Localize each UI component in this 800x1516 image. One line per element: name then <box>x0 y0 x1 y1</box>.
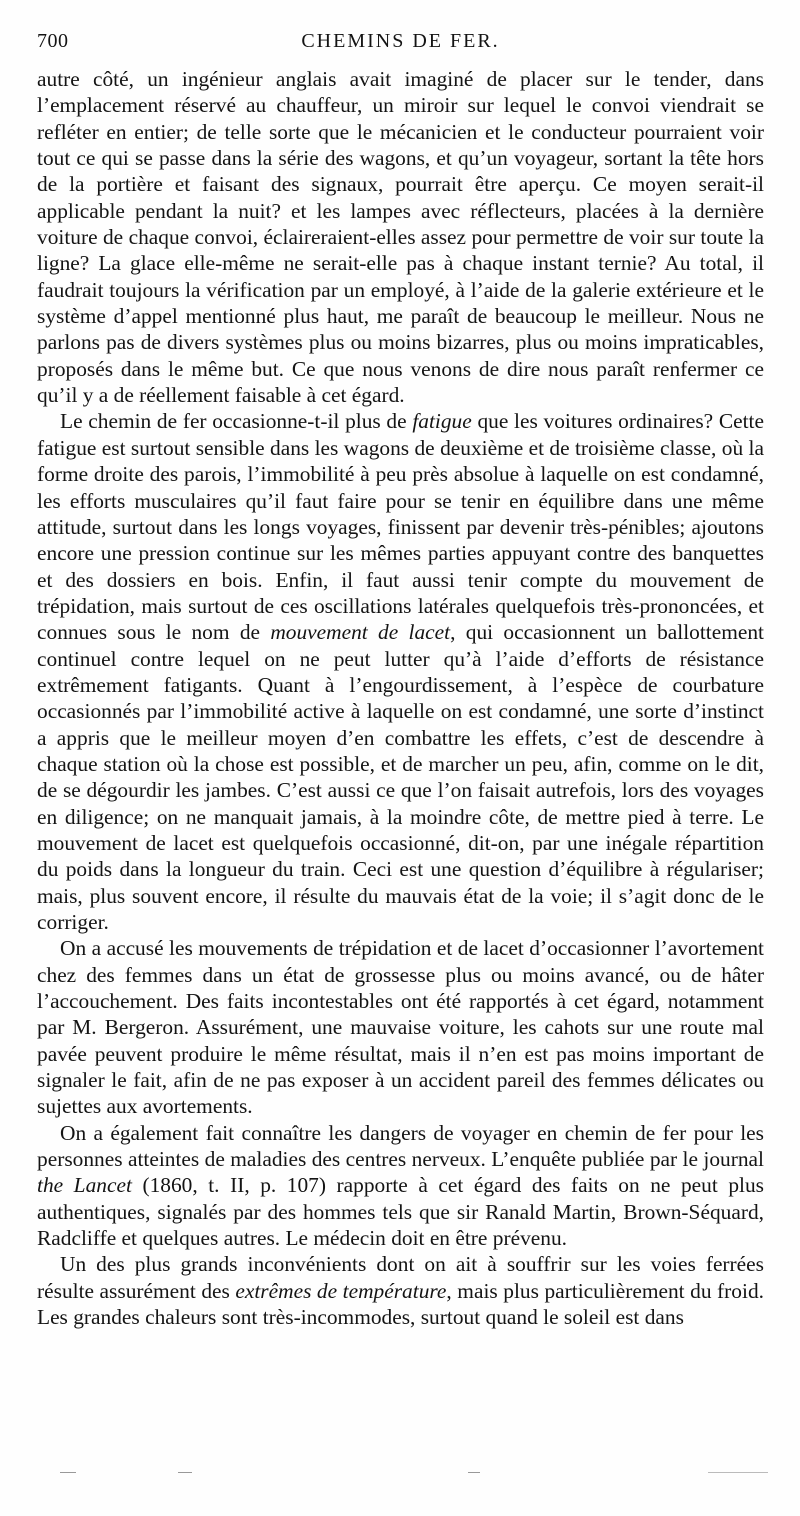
paragraph-nervous-diseases <box>37 1120 764 1252</box>
print-mark <box>468 1472 480 1473</box>
italic-term: fatigue <box>412 409 472 434</box>
paragraph-text: Un des plus grands inconvénients dont on ait à souffrir sur les voies ferrées résulte assurément des <box>37 1252 764 1303</box>
body-text <box>37 66 764 1331</box>
print-marks <box>58 1468 760 1478</box>
italic-journal-title: the Lancet <box>37 1173 132 1198</box>
italic-term: mouvement de lacet <box>270 620 451 645</box>
paragraph-text: On a accusé les mouvements de trépidation et de lacet d’occasionner l’avortement chez des femmes dans un état de grossesse plus ou moins avancé, ou de hâter l’accouchement. Des faits incontestables ont été rapportés à cet égard, notamment par M. Bergeron. Assurément, une mauvaise voiture, les cahots sur une route mal pavée peuvent produire le même résultat, mais il n’en est pas moins important de signaler le fait, afin de ne pas exposer à un accident pareil des femmes délicates ou sujettes aux avortements. <box>37 936 764 1119</box>
paragraph-text: (1860, t. II, p. 107) rapporte à cet égard des faits on ne peut plus authentiques, signalés par des hommes tels que sir Ranald Martin, Brown-Séquard, Radcliffe et quelques autres. Le médecin doit en être prévenu. <box>37 1173 764 1251</box>
print-mark <box>60 1472 76 1473</box>
running-head <box>37 30 764 58</box>
paragraph-tender-mirror <box>37 66 764 408</box>
italic-term: extrêmes de température <box>235 1278 447 1303</box>
paragraph-text: , mais plus particulièrement du froid. Les grandes chaleurs sont très-incommodes, surtout quand le soleil est dans <box>37 1278 764 1330</box>
paragraph-text: , qui occasionnent un ballottement continuel contre lequel on ne peut lutter qu’à l’aide d’efforts de résistance extrêmement fatigants. Quant à l’engourdissement, à l’espèce de courbature occasionnés par l’immobilité active à laquelle on est condamné, une sorte d’instinct a appris que le meilleur moyen d’en combattre les effets, c’est de descendre à chaque station où la chose est possible, et de marcher un peu, afin, comme on le dit, de se dégourdir les jambes. C’est aussi ce que l’on faisait autrefois, lors des voyages en diligence; on ne manquait jamais, à la moindre côte, de mettre pied à terre. Le mouvement de lacet est quelquefois occasionné, dit-on, par une inégale répartition du poids dans la longueur du train. Ceci est une question d’équilibre à régulariser; mais, plus souvent encore, il résulte du mauvais état de la voie; il s’agit donc de le corriger. <box>37 620 764 934</box>
page-number: 700 <box>37 30 69 52</box>
paragraph-text: que les voitures ordinaires? Cette fatigue est surtout sensible dans les wagons de deuxième et de troisième classe, où la forme droite des parois, l’immobilité à peu près absolue à laquelle on est condamné, les efforts musculaires qu’il faut faire pour se tenir en équilibre dans une même attitude, surtout dans les longs voyages, finissent par devenir très-pénibles; ajoutons encore une pression continue sur les mêmes parties appuyant contre des banquettes et des dossiers en bois. Enfin, il faut aussi tenir compte du mouvement de trépidation, mais surtout de ces oscillations latérales quelquefois très-prononcées, et connues sous le nom de <box>37 409 764 645</box>
paragraph-fatigue <box>37 408 764 935</box>
print-mark <box>708 1472 768 1473</box>
paragraph-text: On a également fait connaître les dangers de voyager en chemin de fer pour les personnes atteintes de maladies des centres nerveux. L’enquête publiée par le journal <box>37 1120 764 1172</box>
paragraph-pregnancy <box>37 935 764 1119</box>
print-mark <box>178 1472 192 1473</box>
paragraph-text: Le chemin de fer occasionne-t-il plus de <box>60 409 413 434</box>
paragraph-text: autre côté, un ingénieur anglais avait imaginé de placer sur le tender, dans l’emplacement réservé au chauffeur, un miroir sur lequel le convoi viendrait se refléter en entier; de telle sorte que le mécanicien et le conducteur pourraient voir tout ce qui se passe dans la série des wagons, et qu’un voyageur, sortant la tête hors de la portière et faisant des signaux, pourrait être aperçu. Ce moyen serait-il applicable pendant la nuit? et les lampes avec réflecteurs, placées à la dernière voiture de chaque convoi, éclaireraient-elles assez pour permettre de voir sur toute la ligne? La glace elle-même ne serait-elle pas à chaque instant ternie? Au total, il faudrait toujours la vérification par un employé, à l’aide de la galerie extérieure et le système d’appel mentionné plus haut, me paraît de beaucoup le meilleur. Nous ne parlons pas de divers systèmes plus ou moins bizarres, plus ou moins impraticables, proposés dans le même but. Ce que nous venons de dire nous paraît renfermer ce qu’il y a de réellement faisable à cet égard. <box>37 67 764 408</box>
paragraph-temperature <box>37 1251 764 1330</box>
running-title: CHEMINS DE FER. <box>301 30 500 52</box>
